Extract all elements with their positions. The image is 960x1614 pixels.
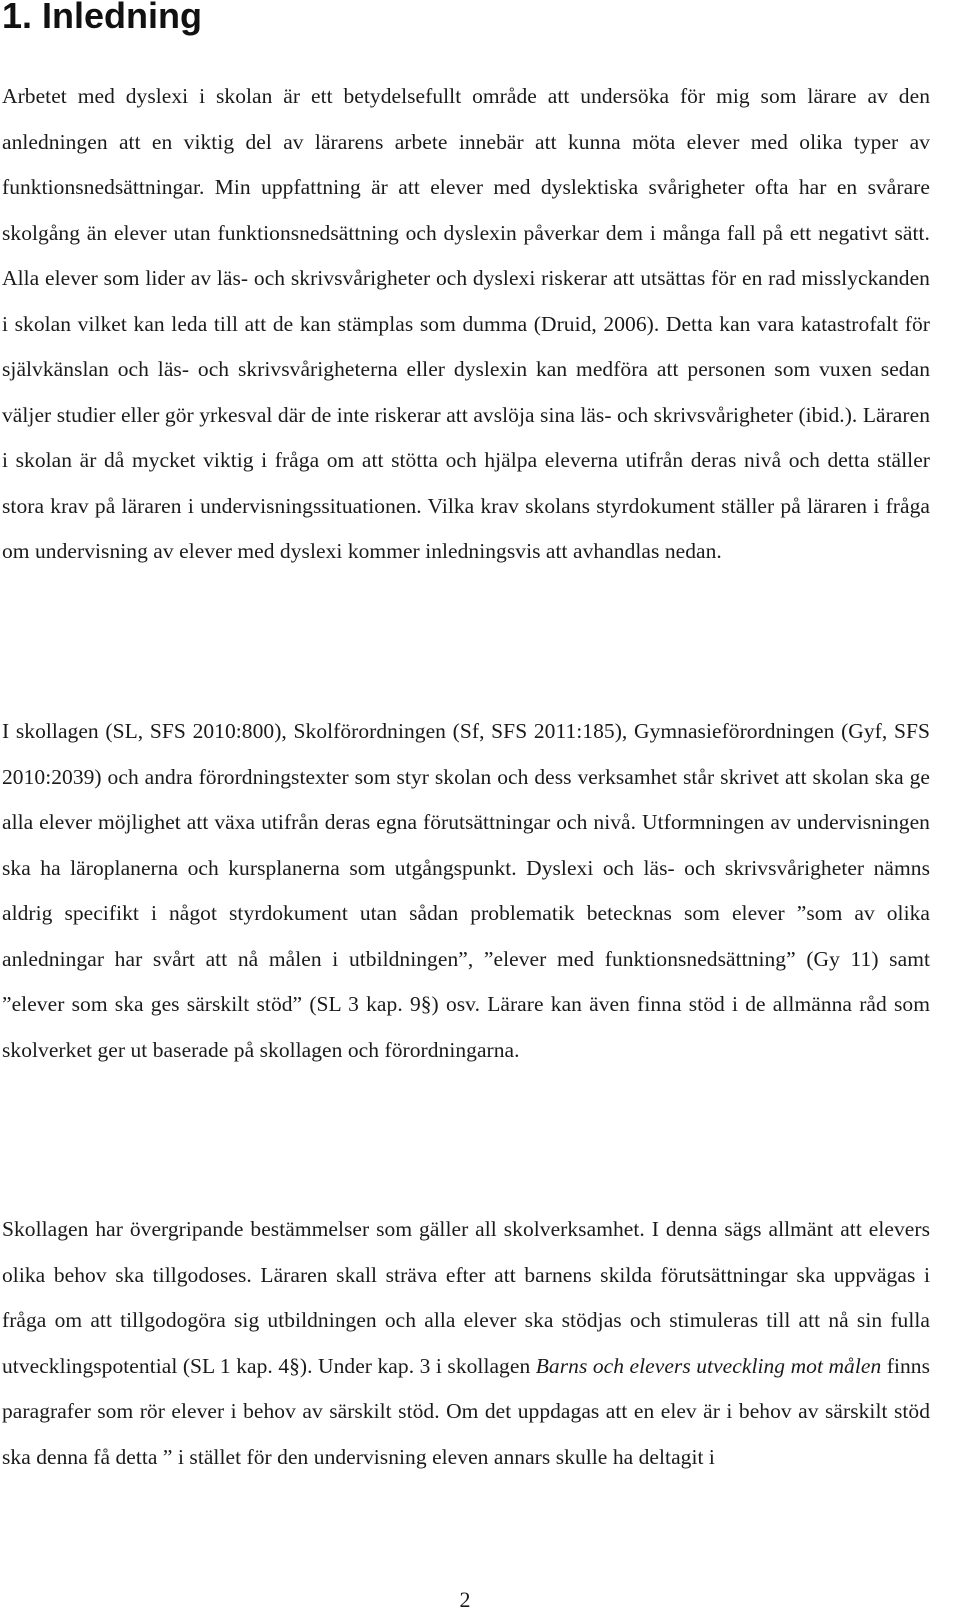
paragraph-intro: Arbetet med dyslexi i skolan är ett betydelsefullt område att undersöka för mig som lärare av den anledningen att en viktig del av lärarens arbete innebär att kunna möta elever med olika typer av funktionsnedsättningar. Min uppfattning är att elever med dyslektiska svårigheter ofta har en svårare skolgång än elever utan funktionsnedsättning och dyslexin påverkar dem i många fall på ett negativt sätt. Alla elever som lider av läs- och skrivsvårigheter och dyslexi riskerar att utsättas för en rad misslyckanden i skolan vilket kan leda till att de kan stämplas som dumma (Druid, 2006). Detta kan vara katastrofalt för självkänslan och läs- och skrivsvårigheterna eller dyslexin kan medföra att personen som vuxen sedan väljer studier eller gör yrkesval där de inte riskerar att avslöja sina läs- och skrivsvårigheter (ibid.). Läraren i skolan är då mycket viktig i fråga om att stötta och hjälpa eleverna utifrån deras nivå och detta ställer stora krav på läraren i undervisningssituationen. Vilka krav skolans styrdokument ställer på läraren i fråga om undervisning av elever med dyslexi kommer inledningsvis att avhandlas nedan. (2, 84, 930, 563)
paragraph-regulations: I skollagen (SL, SFS 2010:800), Skolförordningen (Sf, SFS 2011:185), Gymnasieförordningen (Gyf, SFS 2010:2039) och andra förordningstexter som styr skolan och dess verksamhet står skrivet att skolan ska ge alla elever möjlighet att växa utifrån deras egna förutsättningar och nivå. Utformningen av undervisningen ska ha läroplanerna och kursplanerna som utgångspunkt. Dyslexi och läs- och skrivsvårigheter nämns aldrig specifikt i något styrdokument utan sådan problematik betecknas som elever ”som av olika anledningar har svårt att nå målen i utbildningen”, ”elever med funktionsnedsättning” (Gy 11) samt ”elever som ska ges särskilt stöd” (SL 3 kap. 9§) osv. Lärare kan även finna stöd i de allmänna råd som skolverket ger ut baserade på skollagen och förordningarna. (2, 719, 930, 1062)
paragraph-school-law (2, 1207, 930, 1480)
paragraph-text: Skollagen har övergripande bestämmelser som gäller all skolverksamhet. I denna sägs allmänt att elevers olika behov ska tillgodoses. Läraren skall sträva efter att barnens skilda förutsättningar ska uppvägas i fråga om att tillgodogöra sig utbildningen och alla elever ska stödjas och stimuleras till att nå sin fulla utvecklingspotential (SL 1 kap. 4§). Under kap. 3 i skollagen (2, 1217, 930, 1378)
section-heading: 1. Inledning (2, 0, 203, 36)
page-number: 2 (459, 1587, 471, 1612)
italic-chapter-title: Barns och elevers utveckling mot målen (535, 1353, 882, 1378)
paragraph-text: finns paragrafer som rör elever i behov av särskilt stöd. Om det uppdagas att en elev är i behov av särskilt stöd ska denna få detta ” i stället för den undervisning eleven annars skulle ha deltagit i (2, 1353, 931, 1469)
